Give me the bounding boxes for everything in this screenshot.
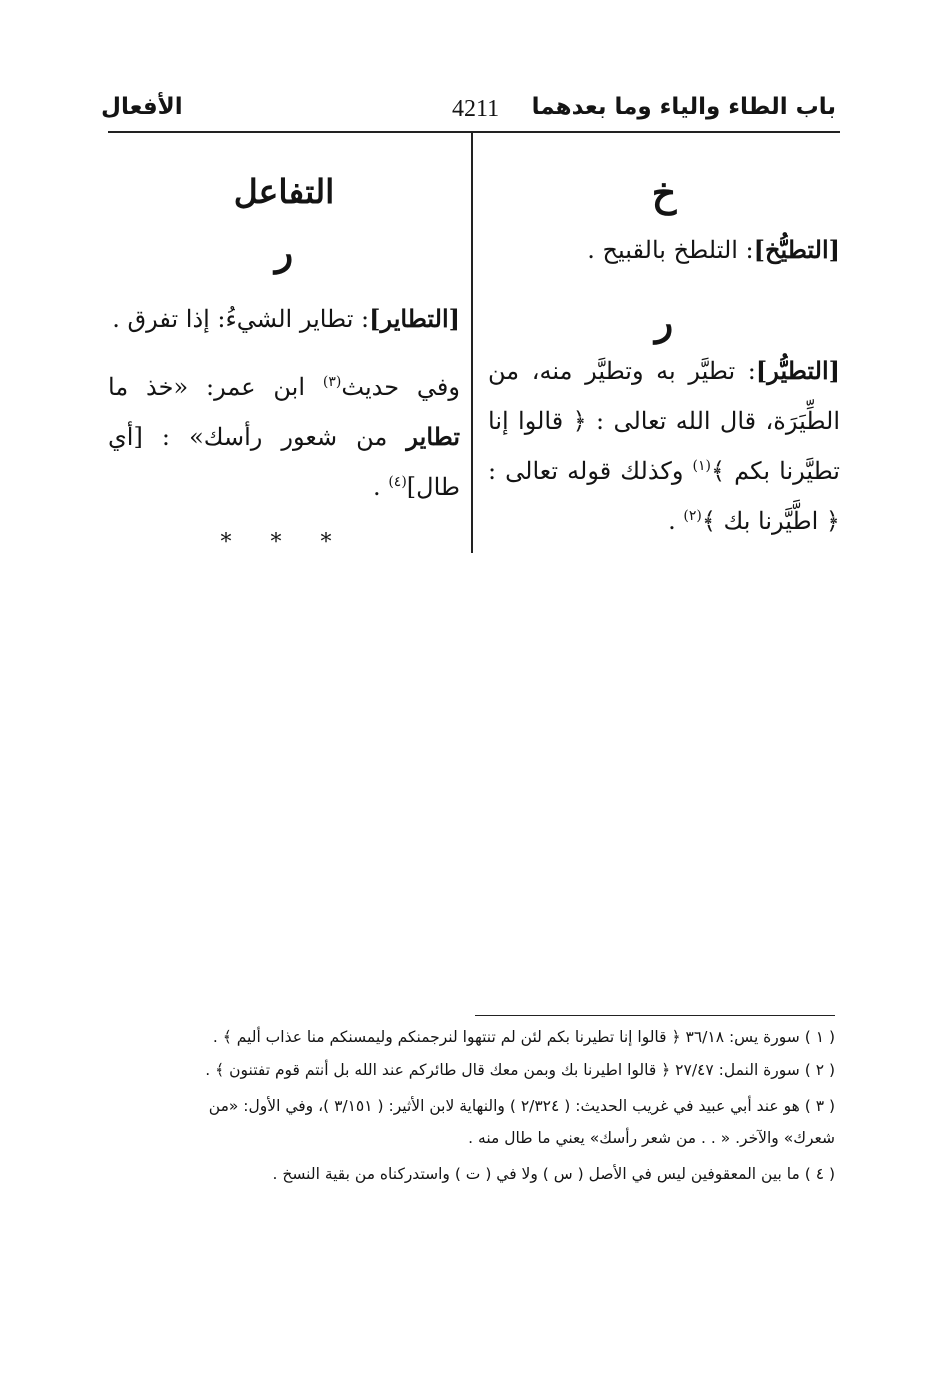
footnote-ref: (٢) [683, 508, 702, 524]
right-column [488, 170, 840, 546]
footnote-4: ( ٤ ) ما بين المعقوفين ليس في الأصل ( س ) ولا في ( ت ) واستدركناه من بقية النسخ . [272, 1165, 835, 1183]
footnote-ref: (١) [692, 458, 711, 474]
hadith-bold-word: تطاير [406, 422, 460, 451]
entry-tatayyur [488, 346, 840, 546]
page-number: 4211 [452, 96, 500, 122]
hadith-text: ابن عمر: «خذ ما [108, 373, 323, 401]
section-end-stars: * * * [220, 530, 348, 555]
footnote-2: ( ٢ ) سورة النمل: ٢٧/٤٧ ﴿ قالوا اطيرنا بك وبمن معك قال طائركم عند الله بل أنتم قوم تفتنون ﴾ . [205, 1061, 835, 1079]
hadith-entry [108, 362, 460, 512]
hadith-text: وفي حديث [341, 373, 460, 401]
footnote-ref: (٤) [388, 474, 407, 490]
footnote-3-cont: شعرك» والآخر. « . . من شعر رأسك» يعني ما طال منه . [468, 1129, 835, 1147]
entry-term: [التطيُّر] [755, 356, 840, 385]
letter-heading-r: ر [274, 229, 294, 274]
header-rule [108, 131, 840, 133]
hadith-text: من شعور رأسك» : [أي طال] [108, 423, 460, 501]
running-head-chapter: باب الطاء والياء وما بعدهما [531, 94, 836, 120]
section-title: التفاعل [233, 172, 335, 211]
entry-definition: : تطاير الشيءُ: إذا تفرق . [112, 305, 370, 333]
column-divider [471, 133, 473, 553]
footnote-3: ( ٣ ) هو عند أبي عبيد في غريب الحديث: ( ٢/٣٢٤ ) والنهاية لابن الأثير: ( ٣/١٥١ )، وفي الأول: «من [208, 1097, 835, 1115]
entry-definition: : التلطخ بالقبيح . [587, 236, 754, 264]
footnote-1: ( ١ ) سورة يس: ٣٦/١٨ ﴿ قالوا إنا تطيرنا بكم لئن لم تنتهوا لنرجمنكم وليمسنكم منا عذاب أليم ﴾ . [212, 1028, 835, 1046]
letter-heading-r: ر [654, 299, 674, 344]
left-column [108, 172, 460, 555]
running-head-section: الأفعال [101, 94, 183, 120]
entry-end: . [668, 507, 684, 535]
footnote-rule [475, 1015, 835, 1016]
hadith-end: . [373, 473, 389, 501]
entry-term: [التطيُّخ] [753, 235, 840, 264]
entry-definition-cont: وكذلك قوله تعالى : ﴿ اطَّيَّرنا بك ﴾ [488, 457, 840, 535]
letter-heading-kh: خ [651, 170, 677, 215]
entry-term: [التطاير] [369, 304, 460, 333]
entry-tatayyukh [488, 225, 840, 275]
footnote-ref: (٣) [322, 374, 342, 390]
entry-tatayur [108, 294, 460, 344]
entry-definition: : تطيَّر به وتطيَّر منه، من الطِّيَرَة، قال الله تعالى : ﴿ قالوا إنا تطيَّرنا بكم ﴾ [488, 357, 840, 485]
